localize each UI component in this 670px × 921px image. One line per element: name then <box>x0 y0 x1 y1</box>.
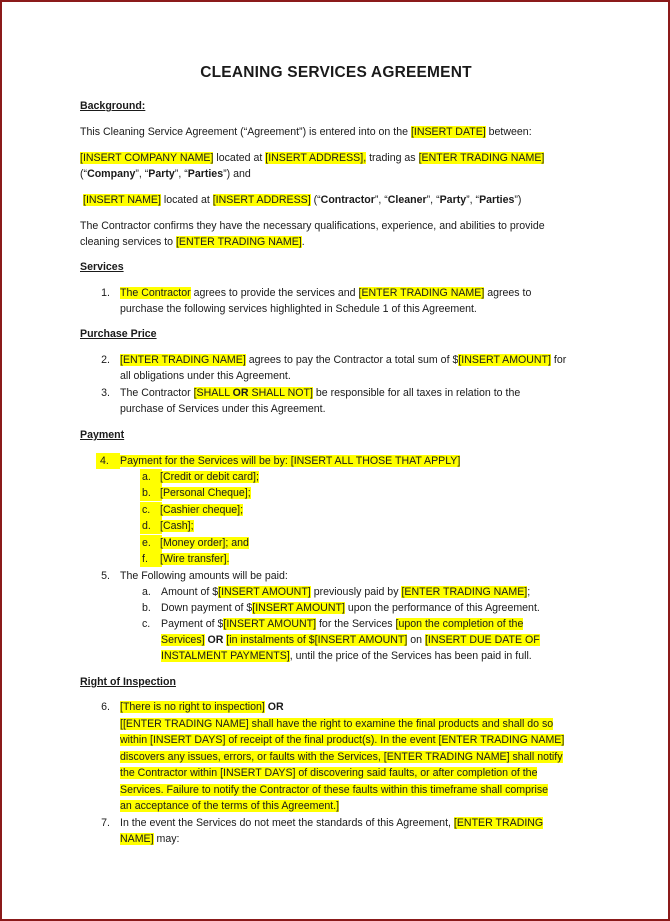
payment-option <box>160 485 251 501</box>
payment-text: previously paid by <box>310 586 402 598</box>
list-number: 7. <box>101 817 110 829</box>
services-text: agrees to provide the services and <box>190 287 359 299</box>
payment-text: ; <box>527 586 531 598</box>
or-text: OR <box>204 634 227 646</box>
payment-option-text: [Personal Cheque]; <box>160 487 251 500</box>
completion-placeholder: [upon the completion of the <box>395 618 524 630</box>
or-text: OR <box>232 387 249 399</box>
inspection-text: may: <box>153 833 180 845</box>
trading-name-placeholder: [ENTER TRADING <box>453 817 544 829</box>
payment-item-4 <box>120 453 460 469</box>
def-contractor: Contractor <box>320 194 375 206</box>
inspection-clause-line <box>120 765 537 781</box>
payment-text: for the Services <box>316 618 396 630</box>
purchase-price-heading: Purchase Price <box>80 328 157 340</box>
option-letter: b. <box>140 485 162 501</box>
inspection-clause-text: discovers any issues, errors, or faults with the Services, [ENTER TRADING NAME] shall notify <box>120 750 563 763</box>
payment-text: on <box>407 634 425 646</box>
services-item-1-line-2: purchase the following services highlighted in Schedule 1 of this Agreement. <box>120 303 477 315</box>
payment-text: Amount of $ <box>161 586 219 598</box>
payment-option <box>160 551 229 567</box>
list-number: 1. <box>101 287 110 299</box>
purchase-item-2 <box>120 352 566 368</box>
insert-date-placeholder: [INSERT DATE] <box>410 126 486 138</box>
purchase-item-3-line-2: purchase of Services under this Agreement. <box>120 403 326 415</box>
trading-as-text: trading as <box>366 152 419 164</box>
payment-option-text: [Money order]; and <box>160 536 249 549</box>
payment-sub-c-line-3 <box>161 648 532 664</box>
shall-placeholder <box>194 387 313 399</box>
inspection-clause-line <box>120 732 564 748</box>
def-company: Company <box>87 168 136 180</box>
intro-text-end: between: <box>485 126 532 138</box>
inspection-item-7 <box>120 815 543 831</box>
located-at-text: located at <box>160 194 213 206</box>
def-punct: ”, “ <box>135 168 149 180</box>
inspection-clause-line <box>120 782 548 798</box>
list-number: 4. <box>96 453 120 469</box>
def-parties: Parties <box>187 168 224 180</box>
shall-not-text: SHALL NOT] <box>248 387 313 399</box>
inspection-clause-line <box>120 749 563 765</box>
option-letter: c. <box>140 502 162 518</box>
services-item-1 <box>120 285 531 301</box>
amount-placeholder: [INSERT AMOUNT] <box>252 602 345 614</box>
purchase-item-2-line-2: all obligations under this Agreement. <box>120 370 291 382</box>
company-name-placeholder: [INSERT COMPANY NAME] <box>80 152 214 164</box>
option-letter: f. <box>140 551 162 567</box>
list-number: 2. <box>101 354 110 366</box>
services-heading: Services <box>80 261 124 273</box>
company-line <box>80 150 544 166</box>
def-punct: (“ <box>80 168 88 180</box>
list-number: 3. <box>101 387 110 399</box>
payment-option <box>160 502 243 518</box>
purchase-text: The Contractor <box>120 387 194 399</box>
payment-option-text: [Cashier cheque]; <box>160 503 244 516</box>
def-party: Party <box>439 194 467 206</box>
payment-option-text: [Credit or debit card]; <box>160 471 259 483</box>
intro-paragraph <box>80 124 532 140</box>
payment-option-text: [Cash]; <box>160 520 194 533</box>
trading-name-placeholder: [ENTER TRADING NAME] <box>175 236 302 248</box>
payment-text: Down payment of $ <box>161 602 253 614</box>
company-address-placeholder: [INSERT ADDRESS], <box>265 152 367 164</box>
inspection-clause-text: within [INSERT DAYS] of receipt of the final product(s). In the event [ENTER TRADING NAME] <box>120 734 565 747</box>
confirm-line-2 <box>80 234 305 250</box>
contractor-placeholder: The Contractor <box>120 287 191 299</box>
instalment-placeholder: [in instalments of $[INSERT AMOUNT] <box>226 634 408 646</box>
inspection-heading: Right of Inspection <box>80 676 176 688</box>
trading-name-placeholder: [ENTER TRADING NAME] <box>401 586 528 598</box>
payment-sub-c <box>161 616 523 632</box>
inspection-clause-text: [[ENTER TRADING NAME] shall have the right to examine the final products and shall do so <box>120 718 554 730</box>
inspection-clause-line <box>120 716 553 732</box>
insert-name-placeholder: [INSERT NAME] <box>83 194 161 206</box>
inspection-clause-text: an acceptance of the terms of this Agreement.] <box>120 800 340 812</box>
no-inspection-placeholder: [There is no right to inspection] <box>120 701 265 713</box>
completion-placeholder: Services] <box>161 634 205 646</box>
inspection-clause-text: Services. Failure to notify the Contractor of these faults within this timeframe shall comprise <box>120 783 549 796</box>
contractor-address-placeholder: [INSERT ADDRESS] <box>212 194 311 206</box>
def-punct: ”) and <box>223 168 251 180</box>
payment-text: upon the performance of this Agreement. <box>344 602 540 614</box>
amount-placeholder: [INSERT AMOUNT] <box>218 586 311 598</box>
services-text: agrees to <box>484 287 532 299</box>
purchase-text: agrees to pay the Contractor a total sum of $ <box>245 354 459 366</box>
sub-letter: c. <box>142 618 151 630</box>
inspection-clause-text: the Contractor within [INSERT DAYS] of discovering said faults, or after completion of the <box>120 767 538 780</box>
def-punct: ”) <box>514 194 522 206</box>
shall-text: [SHALL <box>193 387 233 399</box>
payment-option <box>160 469 259 485</box>
due-date-placeholder: INSTALMENT PAYMENTS] <box>161 650 290 662</box>
confirm-line-1: The Contractor confirms they have the necessary qualifications, experience, and abilities to provide <box>80 220 545 232</box>
located-at-text: located at <box>213 152 266 164</box>
sub-letter: a. <box>142 586 151 598</box>
purchase-text: for <box>550 354 567 366</box>
payment-sub-c-line-2 <box>161 632 540 648</box>
def-punct: (“ <box>310 194 321 206</box>
purchase-item-3 <box>120 385 520 401</box>
payment-option <box>160 518 194 534</box>
def-punct: ”, “ <box>426 194 440 206</box>
trading-name-placeholder: [ENTER TRADING NAME] <box>358 287 485 299</box>
inspection-clause-line <box>120 798 339 814</box>
def-parties: Parties <box>479 194 515 206</box>
option-letter: a. <box>140 469 162 485</box>
payment-text: Payment of $ <box>161 618 224 630</box>
amount-placeholder: [INSERT AMOUNT] <box>223 618 317 630</box>
trading-name-placeholder: [ENTER TRADING NAME] <box>418 152 545 164</box>
def-punct: ”, “ <box>374 194 388 206</box>
due-date-placeholder: [INSERT DUE DATE OF <box>424 634 540 646</box>
confirm-text: cleaning services to <box>80 236 176 248</box>
payment-option <box>160 535 249 551</box>
intro-text: This Cleaning Service Agreement (“Agreement”) is entered into on the <box>80 126 411 138</box>
inspection-item-7-line-2 <box>120 831 179 847</box>
payment-method-placeholder: [INSERT ALL THOSE THAT APPLY] <box>290 455 461 467</box>
payment-sub-a <box>161 584 530 600</box>
option-letter: d. <box>140 518 162 534</box>
inspection-item-6 <box>120 699 284 715</box>
page-title: CLEANING SERVICES AGREEMENT <box>200 64 472 81</box>
background-heading: Background: <box>80 100 146 112</box>
def-punct: ”, “ <box>466 194 480 206</box>
sub-letter: b. <box>142 602 151 614</box>
payment-text: Payment for the Services will be by: <box>120 455 291 467</box>
payment-text: , until the price of the Services has been paid in full. <box>289 650 532 662</box>
payment-heading: Payment <box>80 429 125 441</box>
list-number: 5. <box>101 570 110 582</box>
option-letter: e. <box>140 535 162 551</box>
confirm-text-end: . <box>301 236 305 248</box>
payment-sub-b <box>161 600 540 616</box>
def-party: Party <box>148 168 175 180</box>
list-number: 6. <box>101 701 110 713</box>
purchase-text: be responsible for all taxes in relation to the <box>312 387 521 399</box>
contractor-line <box>83 192 521 208</box>
trading-name-placeholder: [ENTER TRADING NAME] <box>120 354 246 366</box>
payment-item-5: The Following amounts will be paid: <box>120 570 288 582</box>
inspection-text: In the event the Services do not meet the standards of this Agreement, <box>120 817 454 829</box>
company-definitions <box>80 166 251 182</box>
trading-name-placeholder: NAME] <box>120 833 154 845</box>
amount-placeholder: [INSERT AMOUNT] <box>458 354 551 366</box>
def-cleaner: Cleaner <box>387 194 427 206</box>
def-punct: ”, “ <box>174 168 188 180</box>
payment-option-text: [Wire transfer]. <box>160 553 230 565</box>
or-text: OR <box>264 701 284 713</box>
